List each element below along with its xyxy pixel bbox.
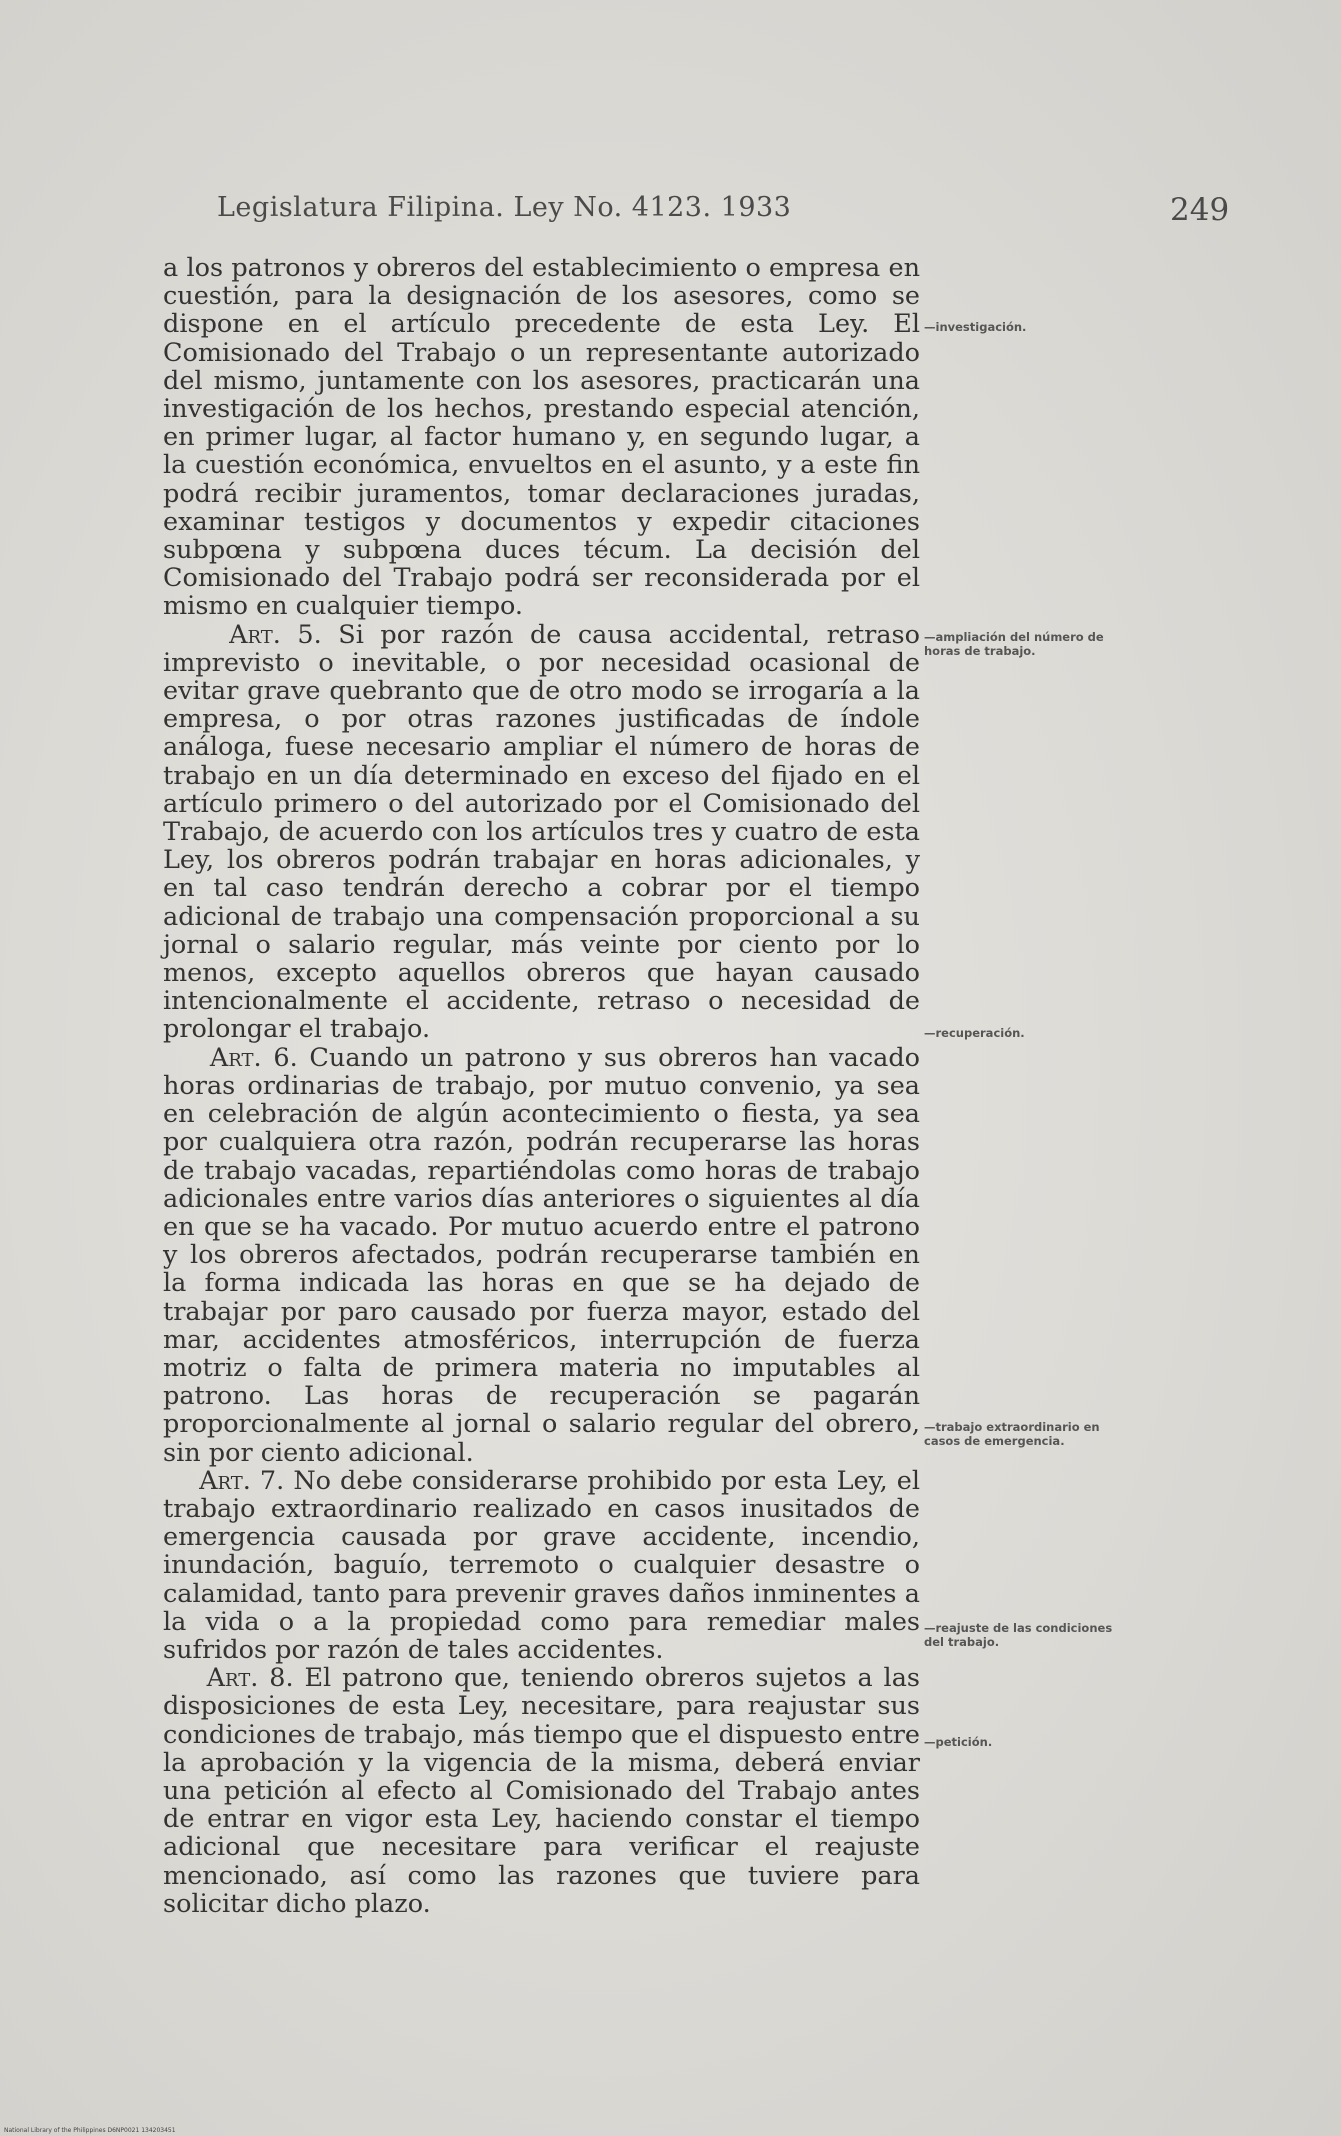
article-label: Art. 7. <box>199 1465 285 1496</box>
margin-note-peticion: —petición. <box>924 1735 993 1749</box>
article-label: Art. 6. <box>209 1042 298 1073</box>
paragraph-text: No debe considerarse prohibido por esta Ley, el trabajo extraordinario realizado en casos inusitados de emergencia causada por grave accidente, incendio, inundación, baguío, terremoto o cualquier desastre o calamidad, tanto para prevenir graves daños inminentes a la vida o a la propiedad como para remediar males sufridos por razón de tales accidentes. <box>163 1465 921 1665</box>
paragraph-text: Cuando un patrono y sus obreros han vacado horas ordinarias de trabajo, por mutuo convenio, ya sea en celebración de algún acontecimiento o fiesta, ya sea por cualquiera otra razón, podrán recuperarse las horas de trabajo vacadas, repartiéndolas como horas de trabajo adicionales entre varios días anteriores o siguientes al día en que se ha vacado. Por mutuo acuerdo entre el patrono y los obreros afectados, podrán recuperarse también en la forma indicada las horas en que se ha dejado de trabajar por paro causado por fuerza mayor, estado del mar, accidentes atmosféricos, interrupción de fuerza motriz o falta de primera materia no imputables al patrono. Las horas de recuperación se pagarán proporcionalmente al jornal o salario regular del obrero, sin por ciento adicional. <box>163 1042 920 1468</box>
article-8 <box>163 1664 920 1918</box>
margin-note-ampliacion: —ampliación del número de horas de trabajo. <box>924 630 1104 658</box>
margin-note-trabajo-extraordinario: —trabajo extraordinario en casos de emergencia. <box>924 1420 1100 1448</box>
paragraph-text: Si por razón de causa accidental, retraso imprevisto o inevitable, o por necesidad ocasional de evitar grave quebranto que de otro modo se irrogaría a la empresa, o por otras razones justificadas de índole análoga, fuese necesario ampliar el número de horas de trabajo en un día determinado en exceso del fijado en el artículo primero o del autorizado por el Comisionado del Trabajo, de acuerdo con los artículos tres y cuatro de esta Ley, los obreros podrán trabajar en horas adicionales, y en tal caso tendrán derecho a cobrar por el tiempo adicional de trabajo una compensación proporcional a su jornal o salario regular, más veinte por ciento por lo menos, excepto aquellos obreros que hayan causado intencionalmente el accidente, retraso o necesidad de prolongar el trabajo. <box>163 619 920 1045</box>
margin-note-recuperacion: —recuperación. <box>924 1026 1025 1040</box>
margin-note-reajuste: —reajuste de las condiciones del trabajo. <box>924 1621 1113 1649</box>
body-text <box>163 254 920 1918</box>
paragraph-text: a los patronos y obreros del establecimiento o empresa en cuestión, para la designación de los asesores, como se dispone en el artículo precedente de esta Ley. El Comisionado del Trabajo o un representante autorizado del mismo, juntamente con los asesores, practicarán una investigación de los hechos, prestando especial atención, en primer lugar, al factor humano y, en segundo lugar, a la cuestión económica, envueltos en el asunto, y a este fin podrá recibir juramentos, tomar declaraciones juradas, examinar testigos y documentos y expedir citaciones subpœna y subpœna duces técum. La decisión del Comisionado del Trabajo podrá ser reconsiderada por el mismo en cualquier tiempo. <box>163 253 920 622</box>
page-number: 249 <box>1170 192 1230 228</box>
article-7 <box>163 1467 920 1664</box>
paragraph-text: El patrono que, teniendo obreros sujetos a las disposiciones de esta Ley, necesitare, para reajustar sus condiciones de trabajo, más tiempo que el dispuesto entre la aprobación y la vigencia de la misma, deberá enviar una petición al efecto al Comisionado del Trabajo antes de entrar en vigor esta Ley, haciendo constar el tiempo adicional que necesitare para verificar el reajuste mencionado, así como las razones que tuviere para solicitar dicho plazo. <box>163 1663 920 1919</box>
article-6 <box>163 1044 920 1467</box>
scan-footer: National Library of the Philippines D6NP0021 134203451 <box>4 2127 176 2134</box>
margin-note-investigacion: —investigación. <box>924 320 1027 334</box>
article-label: Art. 8. <box>206 1663 294 1694</box>
article-5 <box>163 621 920 1044</box>
running-title: Legislatura Filipina. Ley No. 4123. 1933 <box>217 192 792 223</box>
paragraph-continuation <box>163 254 920 621</box>
article-label: Art. 5. <box>229 619 322 650</box>
